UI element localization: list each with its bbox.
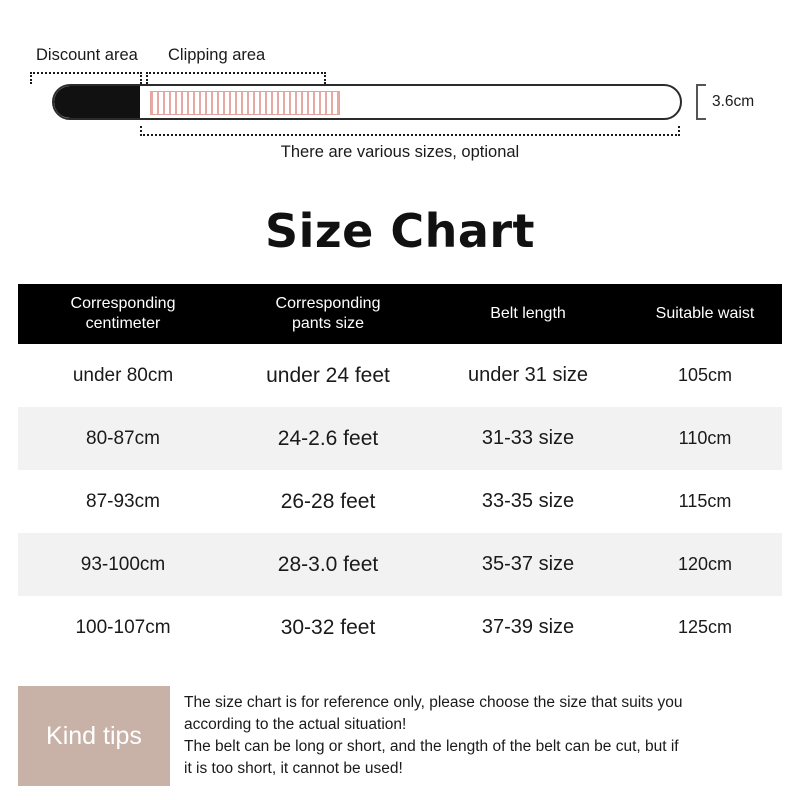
- kind-tips-section: [18, 686, 782, 786]
- cell-centimeter: 93-100cm: [18, 533, 228, 596]
- belt-height-measure: [696, 84, 706, 120]
- table-row: [18, 596, 782, 659]
- header-line-1: Corresponding: [275, 295, 381, 312]
- cell-centimeter: 100-107cm: [75, 616, 171, 638]
- column-header-centimeter: [18, 284, 228, 344]
- tips-line-1: The size chart is for reference only, please choose the size that suits you: [184, 694, 683, 711]
- sizes-caption: There are various sizes, optional: [280, 143, 520, 161]
- cell-centimeter: 87-93cm: [86, 490, 160, 512]
- cell-centimeter: under 80cm: [72, 364, 174, 386]
- cell-pants-size: 26-28 feet: [280, 489, 376, 513]
- size-chart-table: [18, 284, 782, 659]
- discount-area-label: Discount area: [36, 46, 138, 64]
- cell-pants-size: under 24 feet: [266, 363, 390, 387]
- column-header-belt-length: [428, 284, 628, 344]
- cell-suitable-waist: 115cm: [678, 491, 732, 511]
- header-line-2: centimeter: [85, 315, 161, 332]
- cell-centimeter: 80-87cm: [18, 407, 228, 470]
- column-header-pants-size: [228, 284, 428, 344]
- tips-line-3: The belt can be long or short, and the length of the belt can be cut, but if: [184, 738, 679, 755]
- cell-belt-length: 31-33 size: [428, 407, 628, 470]
- cell-belt-length: under 31 size: [467, 364, 589, 386]
- kind-tips-text: [170, 686, 782, 786]
- table-row: [18, 407, 782, 470]
- belt-diagram: [0, 0, 800, 180]
- belt-buckle-section: [54, 86, 140, 118]
- cell-pants-size: 24-2.6 feet: [228, 407, 428, 470]
- belt-illustration: [52, 84, 682, 120]
- discount-area-bracket: [30, 72, 142, 84]
- cell-belt-length: 35-37 size: [428, 533, 628, 596]
- table-row: [18, 533, 782, 596]
- belt-length-bracket: [140, 126, 680, 136]
- tips-line-4: it is too short, it cannot be used!: [184, 760, 403, 777]
- table-row: [18, 344, 782, 407]
- table-header-row: [18, 284, 782, 344]
- header-line-2: pants size: [291, 315, 365, 332]
- cell-pants-size: 28-3.0 feet: [228, 533, 428, 596]
- cell-pants-size: 30-32 feet: [280, 615, 376, 639]
- cell-belt-length: 37-39 size: [481, 616, 575, 638]
- cell-belt-length: 33-35 size: [481, 490, 575, 512]
- belt-perforated-section: [150, 91, 340, 115]
- header-line-1: Corresponding: [70, 295, 176, 312]
- clipping-area-bracket: [146, 72, 326, 84]
- tips-line-2: according to the actual situation!: [184, 716, 407, 733]
- cell-suitable-waist: 120cm: [628, 533, 782, 596]
- kind-tips-badge: Kind tips: [18, 686, 170, 786]
- page-title: Size Chart: [264, 204, 536, 258]
- header-line-1: Suitable waist: [655, 305, 755, 322]
- column-header-suitable-waist: [628, 284, 782, 344]
- cell-suitable-waist: 105cm: [677, 365, 733, 385]
- table-row: [18, 470, 782, 533]
- cell-suitable-waist: 125cm: [677, 617, 733, 637]
- clipping-area-label: Clipping area: [168, 46, 266, 64]
- header-line-1: Belt length: [490, 305, 566, 322]
- belt-height-label: 3.6cm: [712, 93, 755, 110]
- cell-suitable-waist: 110cm: [628, 407, 782, 470]
